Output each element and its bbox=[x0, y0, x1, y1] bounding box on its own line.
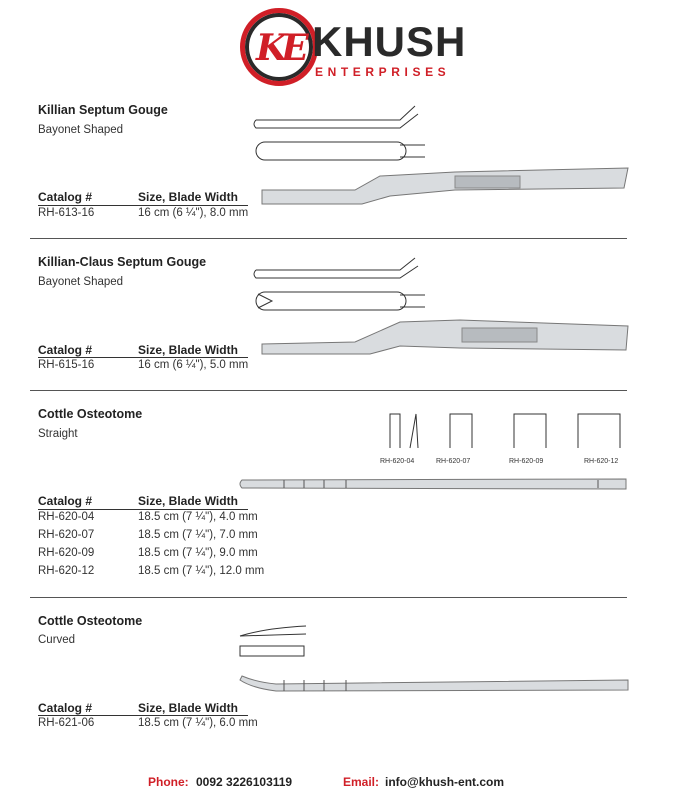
catalog-number: RH-620-12 bbox=[38, 565, 95, 577]
catalog-number: RH-621-06 bbox=[38, 717, 95, 729]
table-row bbox=[38, 529, 278, 545]
section-subtitle: Straight bbox=[38, 428, 78, 440]
size-value: 18.5 cm (7 ¼"), 7.0 mm bbox=[138, 529, 258, 541]
catalog-number: RH-613-16 bbox=[38, 207, 95, 219]
size-header: Size, Blade Width bbox=[138, 701, 238, 715]
header-underline bbox=[38, 205, 248, 206]
table-row bbox=[38, 359, 278, 375]
section-divider bbox=[30, 238, 627, 239]
catalog-number: RH-615-16 bbox=[38, 359, 95, 371]
section-subtitle: Bayonet Shaped bbox=[38, 124, 124, 136]
size-value: 18.5 cm (7 ¼"), 12.0 mm bbox=[138, 565, 265, 577]
tip-illustrations bbox=[380, 408, 630, 456]
section-divider bbox=[30, 597, 627, 598]
size-value: 16 cm (6 ¼"), 8.0 mm bbox=[138, 207, 249, 219]
email-link[interactable]: info@khush-ent.com bbox=[385, 775, 505, 789]
catalog-header: Catalog # bbox=[38, 494, 93, 508]
section-title: Cottle Osteotome bbox=[38, 614, 143, 628]
size-value: 18.5 cm (7 ¼"), 9.0 mm bbox=[138, 547, 258, 559]
tip-label: RH-620-12 bbox=[584, 458, 619, 465]
logo-mark: KE bbox=[256, 27, 303, 69]
brand-tagline: ENTERPRISES bbox=[315, 65, 451, 79]
catalog-header: Catalog # bbox=[38, 701, 93, 715]
catalog-number: RH-620-09 bbox=[38, 547, 95, 559]
catalog-header: Catalog # bbox=[38, 343, 93, 357]
table-row bbox=[38, 565, 278, 581]
brand-logo bbox=[240, 8, 467, 88]
size-header: Size, Blade Width bbox=[138, 494, 238, 508]
logo-emblem bbox=[240, 8, 318, 86]
size-value: 18.5 cm (7 ¼"), 6.0 mm bbox=[138, 717, 258, 729]
table-row bbox=[38, 547, 278, 563]
section-title: Killian-Claus Septum Gouge bbox=[38, 255, 207, 269]
section-divider bbox=[30, 390, 627, 391]
section-title: Cottle Osteotome bbox=[38, 407, 143, 421]
tip-label: RH-620-07 bbox=[436, 458, 471, 465]
phone-number[interactable]: 0092 3226103119 bbox=[196, 775, 293, 789]
section-subtitle: Bayonet Shaped bbox=[38, 276, 124, 288]
table-row bbox=[38, 207, 278, 223]
size-header: Size, Blade Width bbox=[138, 343, 238, 357]
table-row bbox=[38, 717, 278, 733]
section-title: Killian Septum Gouge bbox=[38, 103, 168, 117]
instrument-illustration bbox=[250, 100, 640, 210]
instrument-illustration bbox=[250, 250, 640, 360]
tip-label: RH-620-09 bbox=[509, 458, 544, 465]
table-row bbox=[38, 511, 278, 527]
email-label: Email: bbox=[343, 775, 380, 789]
tip-label: RH-620-04 bbox=[380, 458, 415, 465]
catalog-number: RH-620-04 bbox=[38, 511, 95, 523]
header-underline bbox=[38, 357, 248, 358]
catalog-header: Catalog # bbox=[38, 190, 93, 204]
brand-name: KHUSH bbox=[312, 18, 467, 65]
header-underline bbox=[38, 715, 248, 716]
instrument-illustration bbox=[236, 618, 631, 694]
header-underline bbox=[38, 509, 248, 510]
size-header: Size, Blade Width bbox=[138, 190, 238, 204]
section-subtitle: Curved bbox=[38, 634, 76, 646]
size-value: 16 cm (6 ¼"), 5.0 mm bbox=[138, 359, 249, 371]
size-value: 18.5 cm (7 ¼"), 4.0 mm bbox=[138, 511, 258, 523]
phone-label: Phone: bbox=[148, 775, 189, 789]
catalog-number: RH-620-07 bbox=[38, 529, 95, 541]
instrument-illustration bbox=[238, 476, 633, 492]
